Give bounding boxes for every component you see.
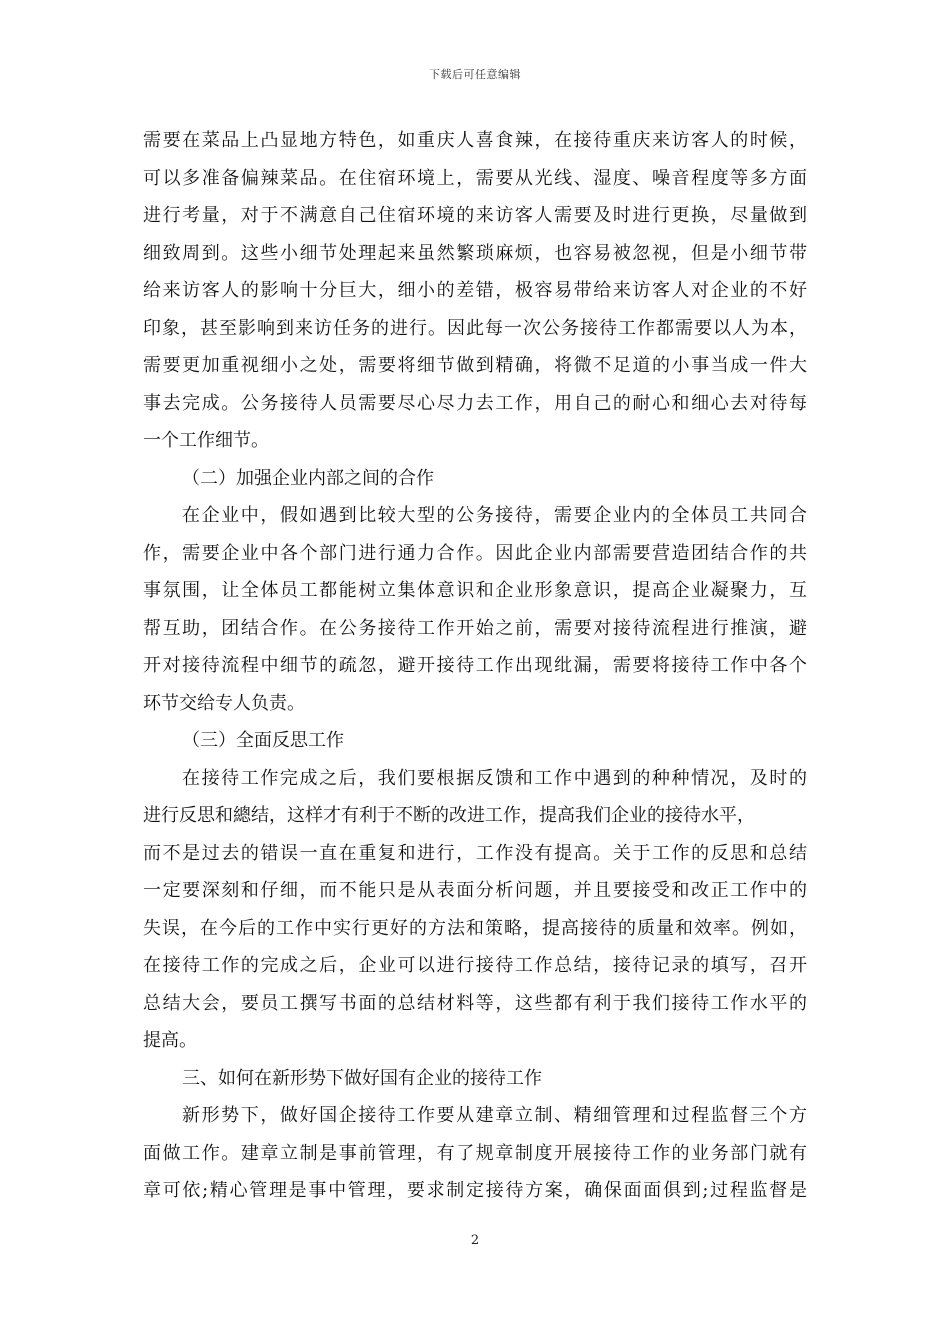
text-line: 面做工作。建章立制是事前管理，有了规章制度开展接待工作的业务部门就有 [143,1142,807,1164]
text-line: 进行反思和總结，这样才有利于不断的改进工作，提高我们企业的接待水平， [143,805,755,826]
text-line: 事氛围，让全体员工都能树立集体意识和企业形象意识，提高企业凝聚力，互 [143,580,807,601]
text-line: 章可依;精心管理是事中管理，要求制定接待方案，确保面面俱到;过程监督是 [143,1180,807,1201]
text-line: 在接待工作的完成之后，企业可以进行接待工作总结，接待记录的填写，召开 [143,955,807,976]
text-line: 环节交给专人负责。 [143,692,305,714]
text-line: 在企业中，假如遇到比较大型的公务接待，需要企业内的全体员工共同合 [182,505,807,526]
text-line: 新形势下，做好国企接待工作要从建章立制、精细管理和过程监督三个方 [182,1105,807,1126]
text-line: 一个工作细节。 [143,430,269,451]
page-number: 2 [470,1233,480,1248]
text-line: （三）全面反思工作 [182,730,344,751]
text-line: 印象，甚至影响到来访任务的进行。因此每一次公务接待工作都需要以人为本， [143,317,807,339]
text-line: 失误，在今后的工作中实行更好的方法和策略，提高接待的质量和效率。例如， [143,917,807,939]
text-line: 总结大会，要员工撰写书面的总结材料等，这些都有利于我们接待工作水平的 [143,992,807,1014]
text-line: 而不是过去的错误一直在重复和进行，工作没有提高。关于工作的反思和总结 [143,842,807,864]
document-body [143,122,807,1210]
text-line: 在接待工作完成之后，我们要根据反馈和工作中遇到的种种情况，及时的 [182,767,807,789]
text-line: 事去完成。公务接待人员需要尽心尽力去工作，用自己的耐心和细心去对待每 [143,392,807,414]
text-line: 可以多准备偏辣菜品。在住宿环境上，需要从光线、湿度、噪音程度等多方面 [143,167,807,189]
text-line: 帮互助，团结合作。在公务接待工作开始之前，需要对接待流程进行推演，避 [143,617,807,639]
text-line: 三、如何在新形势下做好国有企业的接待工作 [182,1067,542,1089]
text-line: 提高。 [143,1030,197,1051]
text-line: 一定要深刻和仔细，而不能只是从表面分析问题，并且要接受和改正工作中的 [143,880,807,901]
text-line: （二）加强企业内部之间的合作 [182,467,434,489]
text-line: 开对接待流程中细节的疏忽，避开接待工作出现纰漏，需要将接待工作中各个 [143,655,807,676]
text-line: 需要更加重视细小之处，需要将细节做到精确，将微不足道的小事当成一件大 [143,355,807,376]
text-line: 作，需要企业中各个部门进行通力合作。因此企业内部需要营造团结合作的共 [143,542,807,564]
text-line: 给来访客人的影响十分巨大，细小的差错，极容易带给来访客人对企业的不好 [143,280,807,301]
page-header: 下载后可任意编辑 [429,68,521,81]
text-line: 细致周到。这些小细节处理起来虽然繁琐麻烦，也容易被忽视，但是小细节带 [143,242,807,264]
text-line: 需要在菜品上凸显地方特色，如重庆人喜食辣，在接待重庆来访客人的时候， [143,130,807,151]
text-line: 进行考量，对于不满意自己住宿环境的来访客人需要及时进行更换，尽量做到 [143,205,807,226]
